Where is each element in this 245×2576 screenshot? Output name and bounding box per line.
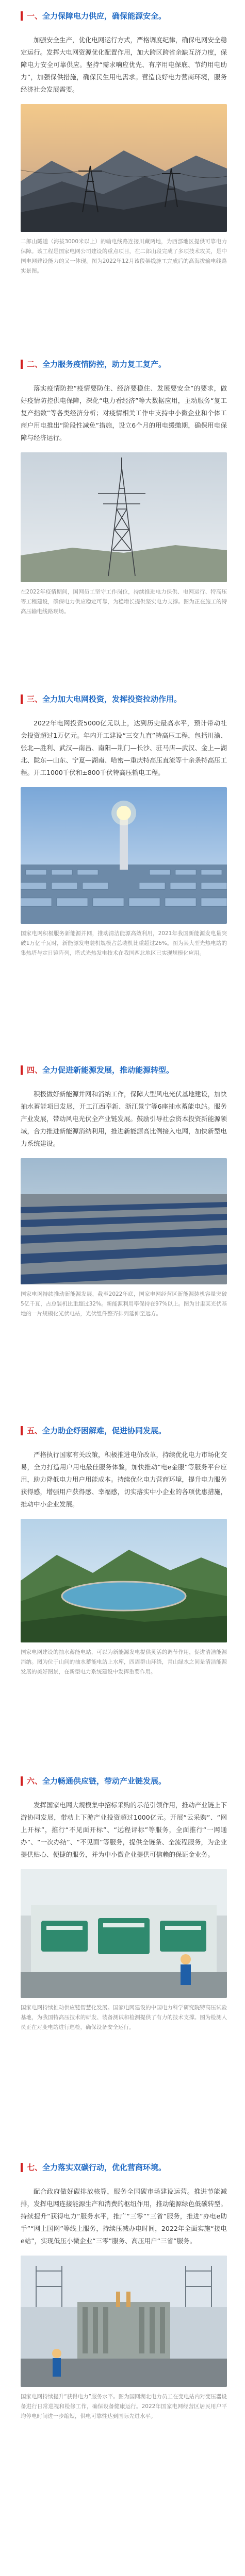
section-title (27, 694, 182, 704)
photo-transmission-towers (21, 104, 227, 232)
section-number: 五、 (27, 1426, 43, 1435)
section-number: 六、 (27, 1776, 43, 1786)
section-body: 发挥国家电网大规模集中招标采购的示范引领作用，推动产业链上下游协同发展，带动上下游产业投资超过1000亿元。开展“云采购”、“网上开标”，推行“不见面开标”、“远程评标”等服务，全面推行“一网通办”、“一次办结”、“不见面”等服务，提供全链条、全流程服务，为企业提供贴心、便捷的服务，并为中小微企业提供可信赖的保证金业务。 (21, 1801, 227, 1858)
section-number: 一、 (27, 11, 43, 21)
section-6 (21, 1772, 227, 2032)
section-body: 落实疫情防控“疫情要防住、经济要稳住、发展要安全”的要求，做好疫情防控供电保障，深化“电力看经济”等大数据应用，主动服务“复工复产指数”等各类经济分析；对疫情相关工作中支持中小微企业和个体工商户用电推出“阶段性减免”措施，设立6个月的用电缓缴期，确保用电保障与经济运行。 (21, 384, 227, 442)
section-heading (21, 1772, 227, 1790)
section-title-text: 全力促进新能源发展，推动能源转型。 (42, 1065, 174, 1075)
section-number: 四、 (27, 1065, 43, 1075)
photo-caption: 国家电网持续推动供应链智慧化发展。国家电网建设的中国电力科学研究院特高压试验基地，为我国特高压技术的研发、装备测试和检测提供了有力的技术支撑。图为检测人员正在对变电站进行巡检，确保设备安全运行。 (21, 2005, 227, 2030)
section-title-text: 全力助企纾困解难，促进协同发展。 (42, 1426, 167, 1435)
photo-tower-construction (21, 452, 227, 582)
heading-marker (21, 11, 23, 21)
photo-transformer-maintenance (21, 2256, 227, 2387)
section-title (27, 11, 166, 21)
photo-caption: 国家电网建设的抽水蓄能电站，可以为新能源发电提供灵活的调节作用，促进清洁能源消纳。图为位于山间的抽水蓄能电站上水库，四周群山环绕，青山绿水之间是清洁能源发展的美好图景，在新型电力系统建设中发挥重要作用。 (21, 1649, 227, 1675)
section-heading (21, 2159, 227, 2176)
section-heading (21, 690, 227, 708)
heading-marker (21, 1065, 23, 1075)
heading-marker (21, 1426, 23, 1435)
section-number: 三、 (27, 694, 43, 704)
section-title-text: 全力畅通供应链，带动产业链发展。 (42, 1776, 167, 1786)
section-1 (21, 7, 227, 276)
section-body: 加强安全生产，优化电网运行方式，严格调度纪律，确保电网安全稳定运行。发挥大电网资源优化配置作用，加大跨区跨省余缺互济力度，保障电力安全可靠供应。坚持“需求响应优先、有序用电保底、节约用电助力”，加强保供措施，确保民生用电需求。营造良好电力营商环境，服务经济社会发展需要。 (21, 36, 227, 93)
section-title (27, 2162, 166, 2173)
section-body: 2022年电网投资5000亿元以上，达到历史最高水平，预计带动社会投资超过1万亿元。年内开工建设“三交九直”特高压工程，包括川渝、张北—胜利、武汉—南昌、南阳—荆门—长沙、驻马店—武汉、金上—湖北、陇东—山东、宁夏—湖南、哈密—重庆特高压直流等十余条特高压工程。开工1000千伏和±800千伏特高压输电工程。 (21, 719, 227, 776)
photo-caption: 在2022年疫情期间，国网员工坚守工作岗位，持续推进电力保供、电网运行、特高压等工程建设，确保电力供应稳定可靠，为稳增长提供坚实电力支撑。图为正在施工的特高压输电线路现场。 (21, 589, 227, 615)
photo-caption: 国家电网积极服务新能源并网，推动清洁能源高效利用，2021年我国新能源发电量突破1万亿千瓦时，新能源发电装机规模占总装机比重超过26%。图为某大型光热电站的集热塔与定日镜阵列，塔式光热发电技术在我国西北地区已实现规模化应用。 (21, 930, 227, 956)
section-title-text: 全力加大电网投资，发挥投资拉动作用。 (42, 694, 182, 704)
section-title (27, 1065, 174, 1075)
section-4 (21, 1061, 227, 1319)
section-5 (21, 1422, 227, 1677)
section-heading (21, 1061, 227, 1079)
section-title (27, 359, 166, 369)
section-body: 配合政府做好碳排放核算，服务全国碳市场建设运营。推进节能减排，发挥电网连接能源生产和消费的枢纽作用，推动能源绿色低碳转型。持续提升“获得电力”服务水平，推广“三零”“三省”服务，推进“办电e助手”“网上国网”等线上服务，持续压减办电时间，2022年全面实施“接电e站”，实现低压小微企业“三零”服务、高压用户“三省”服务。 (21, 2188, 227, 2245)
photo-caption: 国家电网持续推动新能源发展，截至2022年底，国家电网经营区新能源装机容量突破5亿千瓦，占总装机比重超过32%。新能源利用率保持在97%以上。图为甘肃某光伏基地的一片规模化光伏电站，光伏组件整齐排列延伸至远方。 (21, 1291, 227, 1317)
photo-solar-farm (21, 1158, 227, 1284)
photo-caption: 二郎山隧道（海拔3000米以上）的输电线路连接川藏两地，为西部地区提供可靠电力保障。该工程是国家电网公司建设的重点项目，在二郎山段完成了多项技术攻关，是中国电网建设能力的又一体现。图为2022年12月该段架线施工完成后的高海拔输电线路实景图。 (21, 239, 227, 274)
section-title (27, 1426, 166, 1436)
section-body: 积极做好新能源并网和消纳工作，保障大型风电光伏基地建设，加快抽水蓄能项目发展，开工江西奉新、浙江景宁等6座抽水蓄能电站。服务产业发展，带动风电光伏全产业链发展。鼓励引导社会资本投资新能源领域，合力推进新能源消纳利用，推进新能源高比例接入电网，加快新型电力系统建设。 (21, 1090, 227, 1147)
section-number: 七、 (27, 2163, 43, 2172)
heading-marker (21, 360, 23, 369)
section-title-text: 全力落实双碳行动，优化营商环境。 (42, 2163, 167, 2172)
photo-solar-thermal-tower (21, 787, 227, 924)
heading-marker (21, 694, 23, 704)
section-body: 严格执行国家有关政策，积极推进电价改革，持续优化电力市场化交易，全力打造用户用电最佳服务体验，加快推动“电e金服”等服务平台应用，助力降低电力用户用能成本。持续优化电力营商环境，提升电力服务获得感，增强用户获得感、幸福感，切实落实中小企业的各项优惠措施，推动中小企业发展。 (21, 1451, 227, 1508)
heading-marker (21, 1776, 23, 1786)
section-number: 二、 (27, 360, 43, 369)
photo-pumped-storage-reservoir (21, 1519, 227, 1642)
section-heading (21, 355, 227, 373)
section-heading (21, 1422, 227, 1439)
section-7 (21, 2159, 227, 2421)
section-3 (21, 690, 227, 958)
photo-substation-inspection (21, 1869, 227, 1998)
section-2 (21, 355, 227, 617)
section-title (27, 1776, 166, 1786)
heading-marker (21, 2163, 23, 2172)
section-title-text: 全力服务疫情防控，助力复工复产。 (42, 360, 167, 369)
section-heading (21, 7, 227, 25)
photo-caption: 国家电网持续提升“获得电力”服务水平。图为国网湖北电力员工在变电站内对变压器设备进行日常巡视和检修工作，确保设备健康运行。2022年国家电网经营区居民用户平均停电时间进一步缩短，供电可靠性达到国际先进水平。 (21, 2394, 227, 2419)
section-title-text: 全力保障电力供应，确保能源安全。 (42, 11, 167, 21)
